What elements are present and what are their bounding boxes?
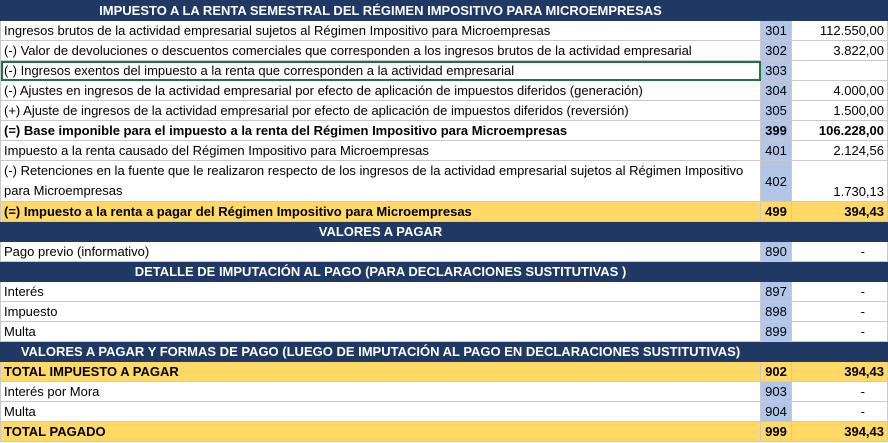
table-row <box>1 242 888 262</box>
row-code[interactable]: 401 <box>761 141 792 161</box>
row-value[interactable] <box>792 61 888 81</box>
row-value[interactable]: - <box>792 382 888 402</box>
row-value[interactable]: - <box>792 322 888 342</box>
row-label[interactable]: Impuesto <box>1 302 761 322</box>
row-code[interactable]: 302 <box>761 41 792 61</box>
row-label[interactable]: Pago previo (informativo) <box>1 242 761 262</box>
header-blank-cell[interactable] <box>761 342 792 362</box>
table-row-total-paid <box>1 422 888 442</box>
table-row <box>1 141 888 161</box>
row-code[interactable]: 897 <box>761 282 792 302</box>
row-label[interactable]: Interés <box>1 282 761 302</box>
row-code[interactable]: 899 <box>761 322 792 342</box>
row-value[interactable]: - <box>792 242 888 262</box>
row-code[interactable]: 904 <box>761 402 792 422</box>
row-code[interactable]: 999 <box>761 422 792 442</box>
main-section-header <box>1 1 888 21</box>
row-label[interactable]: Interés por Mora <box>1 382 761 402</box>
row-value[interactable]: 394,43 <box>792 202 888 222</box>
row-value[interactable]: 1.500,00 <box>792 101 888 121</box>
table-row <box>1 21 888 41</box>
row-code[interactable]: 304 <box>761 81 792 101</box>
row-code[interactable]: 301 <box>761 21 792 41</box>
row-code[interactable]: 898 <box>761 302 792 322</box>
row-label[interactable]: (=) Base imponible para el impuesto a la renta del Régimen Impositivo para Microempresas <box>1 121 761 141</box>
row-value[interactable]: 1.730,13 <box>792 161 888 202</box>
row-label[interactable]: (-) Ajustes en ingresos de la actividad empresarial por efecto de aplicación de impuestos diferidos (generación) <box>1 81 761 101</box>
row-label[interactable]: TOTAL PAGADO <box>1 422 761 442</box>
payment-title[interactable]: VALORES A PAGAR Y FORMAS DE PAGO (LUEGO DE IMPUTACIÓN AL PAGO EN DECLARACIONES SUSTITUTIVAS) <box>1 342 761 362</box>
row-label[interactable]: (+) Ajuste de ingresos de la actividad empresarial por efecto de aplicación de impuestos diferidos (reversión) <box>1 101 761 121</box>
imputation-section-header <box>1 262 888 282</box>
row-label[interactable]: (-) Valor de devoluciones o descuentos comerciales que corresponden a los ingresos brutos de la actividad empresarial <box>1 41 761 61</box>
row-value[interactable]: 2.124,56 <box>792 141 888 161</box>
table-row <box>1 161 888 202</box>
row-value[interactable]: 4.000,00 <box>792 81 888 101</box>
row-code[interactable]: 890 <box>761 242 792 262</box>
header-blank-cell[interactable] <box>792 222 888 242</box>
row-value[interactable]: 394,43 <box>792 362 888 382</box>
row-value[interactable]: 106.228,00 <box>792 121 888 141</box>
row-label[interactable]: TOTAL IMPUESTO A PAGAR <box>1 362 761 382</box>
table-row <box>1 282 888 302</box>
row-label[interactable]: Impuesto a la renta causado del Régimen Impositivo para Microempresas <box>1 141 761 161</box>
header-blank-cell[interactable] <box>792 1 888 21</box>
table-row <box>1 41 888 61</box>
row-code[interactable]: 402 <box>761 161 792 202</box>
table-row <box>1 302 888 322</box>
table-row-total-tax <box>1 362 888 382</box>
row-code[interactable]: 903 <box>761 382 792 402</box>
table-row-tax-payable <box>1 202 888 222</box>
row-value[interactable]: 394,43 <box>792 422 888 442</box>
payment-section-header <box>1 342 888 362</box>
table-row <box>1 382 888 402</box>
row-value[interactable]: - <box>792 302 888 322</box>
table-row <box>1 81 888 101</box>
table-row-base-imponible <box>1 121 888 141</box>
row-code[interactable]: 902 <box>761 362 792 382</box>
row-label[interactable]: (-) Retenciones en la fuente que le realizaron respecto de los ingresos de la actividad empresarial sujetos al Régimen Impositivo para Microempresas <box>1 161 761 202</box>
row-value[interactable]: 112.550,00 <box>792 21 888 41</box>
values-title[interactable]: VALORES A PAGAR <box>1 222 761 242</box>
row-label[interactable]: (=) Impuesto a la renta a pagar del Régimen Impositivo para Microempresas <box>1 202 761 222</box>
header-blank-cell[interactable] <box>792 342 888 362</box>
table-row <box>1 101 888 121</box>
header-blank-cell[interactable] <box>761 222 792 242</box>
row-value[interactable]: - <box>792 282 888 302</box>
header-blank-cell[interactable] <box>761 262 792 282</box>
row-code[interactable]: 399 <box>761 121 792 141</box>
selected-cell[interactable]: (-) Ingresos exentos del impuesto a la renta que corresponden a la actividad empresarial <box>1 61 761 81</box>
imputation-title[interactable]: DETALLE DE IMPUTACIÓN AL PAGO (PARA DECLARACIONES SUSTITUTIVAS ) <box>1 262 761 282</box>
row-value[interactable]: 3.822,00 <box>792 41 888 61</box>
row-label[interactable]: Multa <box>1 402 761 422</box>
main-title[interactable]: IMPUESTO A LA RENTA SEMESTRAL DEL RÉGIMEN IMPOSITIVO PARA MICROEMPRESAS <box>1 1 761 21</box>
header-blank-cell[interactable] <box>761 1 792 21</box>
header-blank-cell[interactable] <box>792 262 888 282</box>
row-code[interactable]: 303 <box>761 61 792 81</box>
row-code[interactable]: 305 <box>761 101 792 121</box>
row-label[interactable]: Multa <box>1 322 761 342</box>
row-code[interactable]: 499 <box>761 202 792 222</box>
table-row-selected <box>1 61 888 81</box>
table-row <box>1 402 888 422</box>
row-value[interactable]: - <box>792 402 888 422</box>
values-section-header <box>1 222 888 242</box>
table-row <box>1 322 888 342</box>
row-label[interactable]: Ingresos brutos de la actividad empresarial sujetos al Régimen Impositivo para Microempresas <box>1 21 761 41</box>
